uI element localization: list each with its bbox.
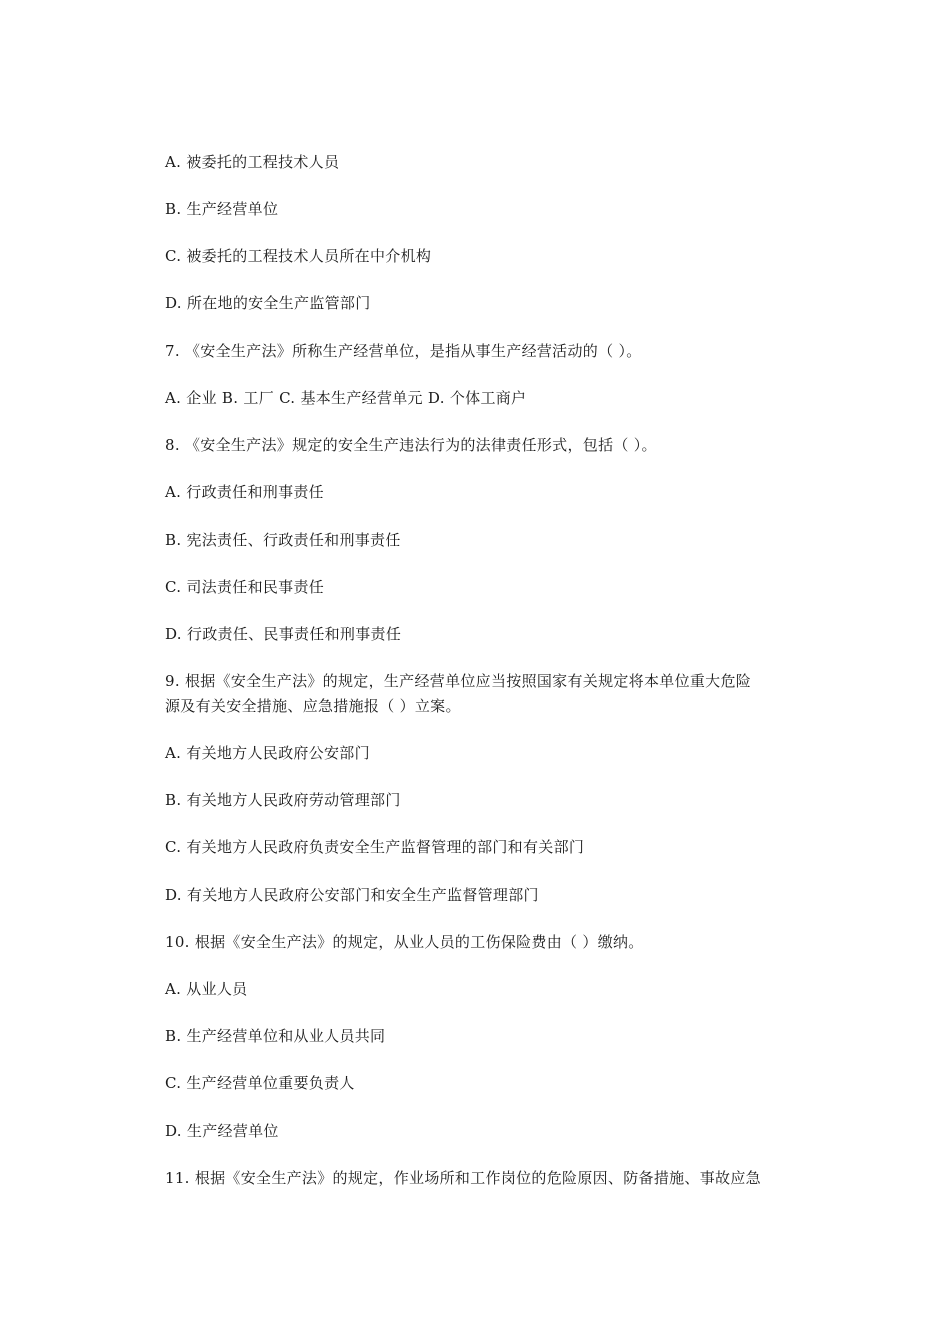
option-a-q6: A. 被委托的工程技术人员: [165, 153, 340, 171]
option-c-q9: C. 有关地方人民政府负责安全生产监督管理的部门和有关部门: [165, 838, 585, 856]
option-b-q8: B. 宪法责任、行政责任和刑事责任: [165, 531, 401, 549]
question-11-line-1: 11. 根据《安全生产法》的规定，作业场所和工作岗位的危险原因、防备措施、事故应急: [165, 1169, 761, 1187]
option-b-q6: B. 生产经营单位: [165, 200, 279, 218]
options-q7: A. 企业 B. 工厂 C. 基本生产经营单元 D. 个体工商户: [165, 389, 527, 407]
option-d-q8: D. 行政责任、民事责任和刑事责任: [165, 625, 402, 643]
option-d-q10: D. 生产经营单位: [165, 1122, 279, 1140]
option-c-q6: C. 被委托的工程技术人员所在中介机构: [165, 247, 432, 265]
option-c-q10: C. 生产经营单位重要负责人: [165, 1074, 355, 1092]
option-b-q10: B. 生产经营单位和从业人员共同: [165, 1027, 386, 1045]
option-a-q9: A. 有关地方人民政府公安部门: [165, 744, 370, 762]
question-9-line-1: 9. 根据《安全生产法》的规定，生产经营单位应当按照国家有关规定将本单位重大危险: [165, 672, 752, 690]
option-a-q8: A. 行政责任和刑事责任: [165, 483, 324, 501]
option-c-q8: C. 司法责任和民事责任: [165, 578, 325, 596]
question-7: 7. 《安全生产法》所称生产经营单位，是指从事生产经营活动的（ ）。: [165, 342, 642, 360]
option-d-q6: D. 所在地的安全生产监管部门: [165, 294, 371, 312]
option-b-q9: B. 有关地方人民政府劳动管理部门: [165, 791, 401, 809]
option-d-q9: D. 有关地方人民政府公安部门和安全生产监督管理部门: [165, 886, 539, 904]
question-10: 10. 根据《安全生产法》的规定，从业人员的工伤保险费由（ ）缴纳。: [165, 933, 644, 951]
question-8: 8. 《安全生产法》规定的安全生产违法行为的法律责任形式，包括（ ）。: [165, 436, 657, 454]
question-9-line-2: 源及有关安全措施、应急措施报（ ）立案。: [165, 697, 461, 715]
option-a-q10: A. 从业人员: [165, 980, 248, 998]
